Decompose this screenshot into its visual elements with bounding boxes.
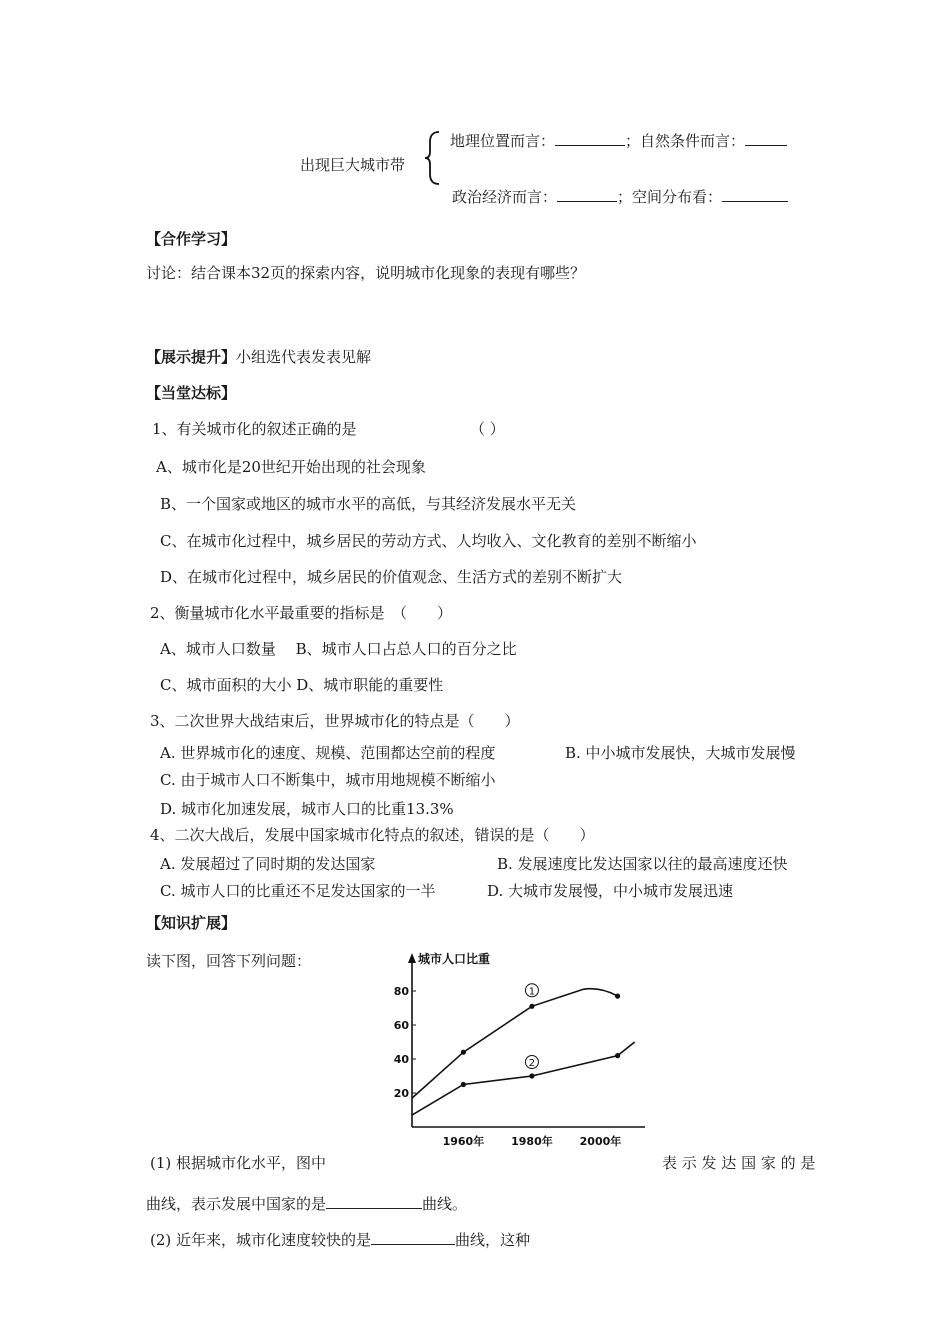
question-2: 2、衡量城市化水平最重要的指标是 （ ） [150, 604, 453, 622]
q4-option-b: B. 发展速度比发达国家以往的最高速度还快 [497, 855, 788, 873]
y-tick-label: 80 [393, 985, 409, 998]
part-2-suffix: 曲线，这种 [455, 1231, 531, 1249]
y-tick-label: 40 [393, 1053, 409, 1066]
series-line-2 [412, 1042, 635, 1115]
x-tick-label: 2000年 [579, 1135, 622, 1148]
y-axis-label: 城市人口比重 [418, 952, 491, 966]
q3-option-d: D. 城市化加速发展，城市人口的比重13.3% [160, 800, 454, 818]
q1-option-d: D、在城市化过程中，城乡居民的价值观念、生活方式的差别不断扩大 [160, 568, 623, 586]
question-3: 3、二次世界大战结束后，世界城市化的特点是（ ） [150, 712, 520, 730]
series-label: 1 [528, 986, 536, 998]
y-tick-label: 20 [393, 1087, 409, 1100]
natural-condition-label: ；自然条件而言： [625, 132, 746, 150]
q4-option-a: A. 发展超过了同时期的发达国家 [160, 855, 376, 873]
series-line-1 [412, 989, 618, 1098]
question-4: 4、二次大战后，发展中国家城市化特点的叙述，错误的是（ ） [150, 826, 595, 844]
cooperative-text: 讨论：结合课本32页的探索内容，说明城市化现象的表现有哪些？ [146, 264, 586, 282]
q1-option-b: B、一个国家或地区的城市水平的高低，与其经济发展水平无关 [160, 495, 577, 513]
part-1-line-a: (1) 根据城市化水平，图中 [150, 1154, 327, 1172]
practice-heading: 【当堂达标】 [146, 384, 237, 402]
extension-intro: 读下图，回答下列问题： [146, 952, 312, 970]
q4-option-d: D. 大城市发展慢，中小城市发展迅速 [487, 882, 734, 900]
q3-option-a: A. 世界城市化的速度、规模、范围都达空前的程度 [160, 744, 496, 762]
q2-options-cd: C、城市面积的大小 D、城市职能的重要性 [160, 676, 444, 694]
spatial-distribution-blank[interactable] [722, 187, 788, 202]
megacity-line-1 [450, 130, 787, 151]
showcase-heading: 【展示提升】 [146, 348, 237, 366]
developing-blank[interactable] [326, 1194, 422, 1209]
part-1-line-c [146, 1193, 467, 1214]
spatial-distribution-label: ；空间分布看： [617, 188, 723, 206]
extension-heading: 【知识扩展】 [146, 914, 237, 932]
data-point [615, 994, 620, 999]
q4-option-c: C. 城市人口的比重还不足发达国家的一半 [160, 882, 436, 900]
brace-icon [424, 130, 444, 186]
question-1: 1、有关城市化的叙述正确的是 [152, 420, 357, 438]
cooperative-heading: 【合作学习】 [146, 230, 237, 248]
megacity-label: 出现巨大城市带 [300, 156, 406, 174]
data-point [529, 1073, 534, 1078]
question-1-answer-paren[interactable]: （ ） [470, 420, 505, 438]
data-point [529, 1004, 534, 1009]
data-point [461, 1050, 466, 1055]
developing-label: 曲线，表示发展中国家的是 [146, 1195, 327, 1213]
q2-options-ab: A、城市人口数量 B、城市人口占总人口的百分之比 [160, 640, 517, 658]
part-2-line [150, 1229, 530, 1250]
x-tick-label: 1960年 [442, 1135, 485, 1148]
showcase-text: 小组选代表发表见解 [236, 348, 372, 366]
part-1-line-b: 表 示 发 达 国 家 的 是 [662, 1154, 816, 1172]
q3-option-b: B. 中小城市发展快，大城市发展慢 [565, 744, 796, 762]
political-economic-blank[interactable] [557, 187, 617, 202]
faster-urbanization-blank[interactable] [371, 1230, 455, 1245]
x-tick-label: 1980年 [511, 1135, 553, 1148]
curve-suffix: 曲线。 [422, 1195, 468, 1213]
showcase-line [146, 346, 371, 367]
series-label: 2 [528, 1058, 536, 1069]
q3-option-c: C. 由于城市人口不断集中，城市用地规模不断缩小 [160, 771, 496, 789]
geo-position-blank[interactable] [555, 131, 625, 146]
geo-position-label: 地理位置而言： [450, 132, 556, 150]
urban-population-chart [390, 945, 650, 1155]
y-axis-arrow-icon [408, 953, 416, 963]
political-economic-label: 政治经济而言： [452, 188, 558, 206]
faster-urbanization-label: (2) 近年来，城市化速度较快的是 [150, 1231, 372, 1249]
q1-option-c: C、在城市化过程中，城乡居民的劳动方式、人均收入、文化教育的差别不断缩小 [160, 532, 697, 550]
q1-option-a: A、城市化是20世纪开始出现的社会现象 [156, 458, 426, 476]
data-point [461, 1082, 466, 1087]
natural-condition-blank[interactable] [745, 131, 787, 146]
data-point [615, 1053, 620, 1058]
y-tick-label: 60 [393, 1019, 409, 1032]
megacity-line-2 [452, 186, 788, 207]
